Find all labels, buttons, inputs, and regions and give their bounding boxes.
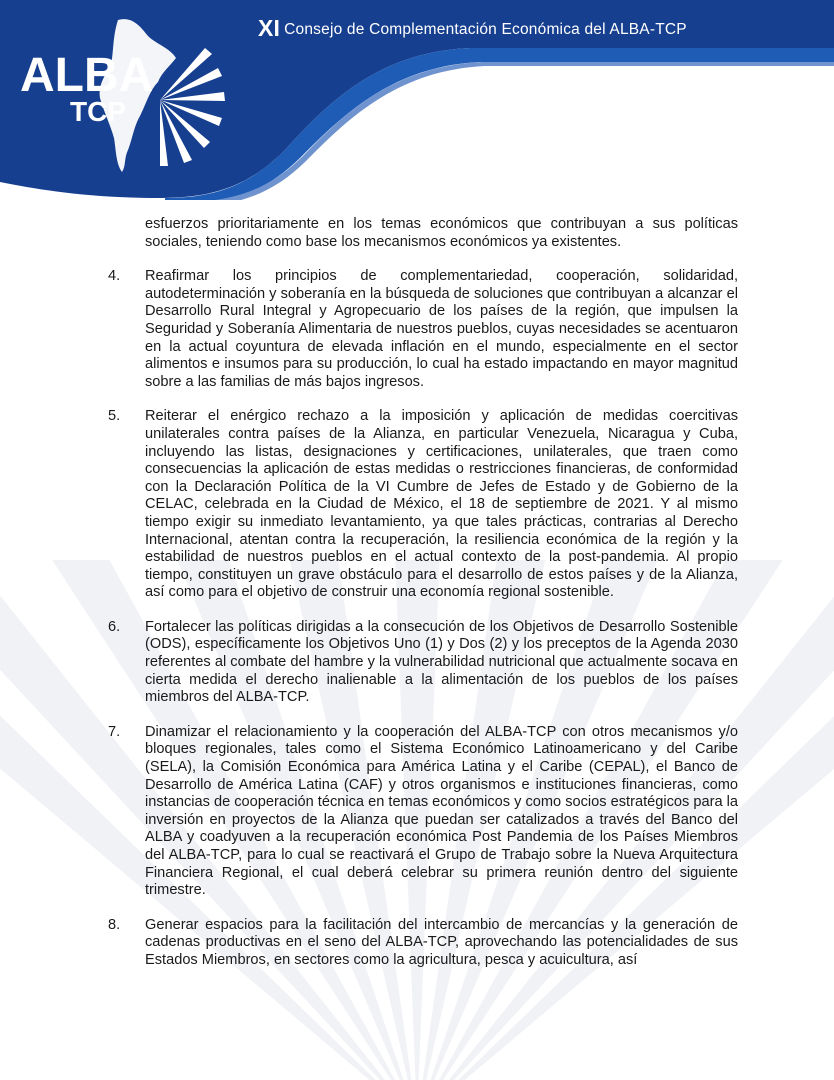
item-text: Fortalecer las políticas dirigidas a la consecución de los Objetivos de Desarrollo Sostenible (ODS), específicamente los Objetivos Uno (1) y Dos (2) y los preceptos de la Agenda 2030 referentes al combate del hambre y la vulnerabilidad nutricional que actualmente socava en cierta medida el derecho inalienable a la alimentación de los pueblos de los países miembros del ALBA-TCP. <box>145 618 738 706</box>
item-text: Generar espacios para la facilitación del intercambio de mercancías y la generación de cadenas productivas en el seno del ALBA-TCP, aprovechando las potencialidades de sus Estados Miembros, en sectores como la agricultura, pesca y acuicultura, así <box>145 916 738 968</box>
item-text: Reiterar el enérgico rechazo a la imposición y aplicación de medidas coercitivas unilaterales contra países de la Alianza, en particular Venezuela, Nicaragua y Cuba, incluyendo las listas, designaciones y certificaciones, unilaterales, que traen como consecuencias la aplicación de estas medidas o restricciones financieras, de conformidad con la Declaración Política de la VI Cumbre de Jefes de Estado y de Gobierno de la CELAC, celebrada en la Ciudad de México, el 18 de septiembre de 2021. Y al mismo tiempo exigir su inmediato levantamiento, ya que tales prácticas, contrarias al Derecho Internacional, atentan contra la recuperación, la resiliencia económica de la región y la estabilidad de nuestros pueblos en el actual contexto de la post-pandemia. Al propio tiempo, constituyen un grave obstáculo para el desarrollo de estos países y de la Alianza, así como para el objetivo de construir una economía regional sostenible. <box>145 408 738 601</box>
document-body <box>108 216 738 970</box>
council-number: XI <box>258 15 281 41</box>
logo-tcp-text: TCP <box>70 96 126 127</box>
logo-alba-text: ALBA <box>20 49 154 102</box>
council-title: Consejo de Complementación Económica del ALBA-TCP <box>284 21 687 38</box>
item-number: 8. <box>108 916 121 933</box>
item-number: 7. <box>108 723 121 740</box>
list-item <box>108 619 738 707</box>
item-number: 4. <box>108 268 121 285</box>
item-number: 5. <box>108 408 121 425</box>
item-text: Reafirmar los principios de complementariedad, cooperación, solidaridad, autodeterminación y soberanía en la búsqueda de soluciones que contribuyan a alcanzar el Desarrollo Rural Integral y Agropecuario de los países de la región, que impulsen la Seguridad y Soberanía Alimentaria de nuestros pueblos, cuyas necesidades se acentuaron en la actual coyuntura de elevada inflación en el mundo, especialmente en el sector alimentos e insumos para su producción, lo cual ha estado impactando en mayor magnitud sobre a las familias de más bajos ingresos. <box>145 268 738 390</box>
item-text: Dinamizar el relacionamiento y la cooperación del ALBA-TCP con otros mecanismos y/o bloques regionales, tales como el Sistema Económico Latinoamericano y del Caribe (SELA), la Comisión Económica para América Latina y el Caribe (CEPAL), el Banco de Desarrollo de América Latina (CAF) y otros organismos e instituciones financieras, como instancias de cooperación técnica en temas económicos y como socios estratégicos para la inversión en proyectos de la Alianza que puedan ser catalizados a través del Banco del ALBA y coadyuven a la recuperación económica Post Pandemia de los Países Miembros del ALBA-TCP, para lo cual se reactivará el Grupo de Trabajo sobre la Nueva Arquitectura Financiera Regional, el cual deberá celebrar su primera reunión dentro del siguiente trimestre. <box>145 723 738 899</box>
header-title <box>258 15 828 42</box>
list-item <box>108 917 738 970</box>
intro-paragraph: esfuerzos prioritariamente en los temas económicos que contribuyan a sus políticas sociales, teniendo como base los mecanismos económicos ya existentes. <box>145 216 738 250</box>
list-item <box>108 724 738 900</box>
list-item <box>108 408 738 602</box>
list-item <box>108 268 738 391</box>
item-number: 6. <box>108 618 121 635</box>
document-header <box>0 0 834 200</box>
